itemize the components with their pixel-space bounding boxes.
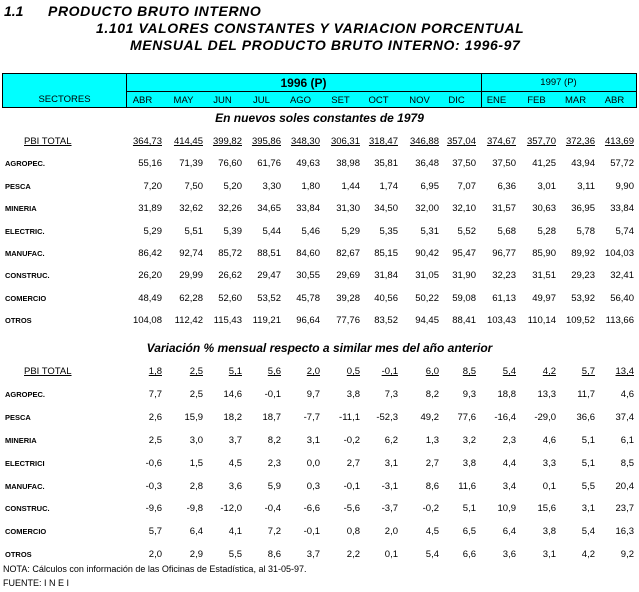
table-cell: 2,7	[346, 457, 360, 469]
year-1997-header: 1997 (P)	[540, 77, 577, 88]
table-cell: 7,50	[184, 180, 203, 192]
table-cell: 31,90	[452, 270, 476, 282]
row-label: COMERCIO	[5, 527, 47, 537]
year-1996-header: 1996 (P)	[280, 76, 327, 90]
table-cell: 31,30	[336, 203, 360, 215]
table-cell: -9,8	[186, 503, 203, 515]
table-cell: 8,6	[267, 549, 281, 561]
table-cell: 1,74	[379, 180, 398, 192]
table-cell: 3,1	[581, 503, 595, 515]
table-cell: -3,1	[381, 480, 398, 492]
row-label: ELECTRICI	[5, 458, 45, 468]
table-cell: 8,2	[425, 388, 439, 400]
table-cell: 5,29	[341, 225, 360, 237]
footnote: NOTA: Cálculos con información de las Oficinas de Estadística, al 31-05-97.	[3, 564, 307, 574]
table-header	[2, 73, 637, 108]
table-cell: 62,28	[179, 292, 203, 304]
table-cell: 2,9	[189, 549, 203, 561]
table-cell: 56,40	[610, 292, 634, 304]
row-label: CONSTRUC.	[5, 504, 50, 514]
table-cell: -9,6	[145, 503, 162, 515]
table-cell: -12,0	[220, 503, 242, 515]
row-label: OTROS	[5, 550, 32, 560]
table-cell: 8,5	[462, 366, 476, 377]
table-cell: 399,82	[212, 136, 242, 147]
table-cell: 2,5	[189, 388, 203, 400]
table-cell: 5,1	[228, 366, 242, 377]
table-cell: 5,31	[420, 225, 439, 237]
table-cell: 53,92	[571, 292, 595, 304]
table-cell: 2,7	[425, 457, 439, 469]
table-cell: 32,00	[415, 203, 439, 215]
table-cell: 5,39	[223, 225, 242, 237]
table-cell: 15,6	[537, 503, 556, 515]
table-cell: 26,62	[218, 270, 242, 282]
row-label: CONSTRUC.	[5, 271, 50, 281]
table-cell: 55,16	[138, 158, 162, 170]
table-cell: 2,0	[148, 549, 162, 561]
table-cell: 38,98	[336, 158, 360, 170]
table-cell: 5,4	[425, 549, 439, 561]
table-cell: 94,45	[415, 315, 439, 327]
month-header: MAR	[564, 95, 587, 106]
table-cell: -0,1	[303, 526, 320, 538]
row-label: MANUFAC.	[5, 249, 45, 258]
table-cell: 115,43	[213, 315, 242, 327]
table-cell: 6,95	[420, 180, 439, 192]
table-cell: 77,6	[457, 411, 476, 423]
table-cell: 43,94	[571, 158, 595, 170]
table-cell: 30,55	[296, 270, 320, 282]
table-cell: 85,72	[218, 248, 242, 259]
table-cell: 1,8	[148, 366, 162, 377]
table-cell: 4,6	[620, 388, 634, 400]
table-cell: 36,95	[571, 203, 595, 215]
table-cell: 4,1	[228, 526, 242, 538]
table-cell: 31,57	[492, 203, 516, 215]
table-cell: -29,0	[534, 411, 556, 423]
section1-title: En nuevos soles constantes de 1979	[215, 111, 424, 125]
table-cell: 2,5	[148, 434, 162, 446]
table-cell: 357,70	[526, 136, 556, 147]
month-header: ENE	[486, 95, 507, 106]
table-cell: -0,1	[343, 480, 360, 492]
table-cell: -16,4	[494, 411, 516, 423]
table-cell: 103,43	[486, 315, 516, 327]
table-cell: 7,3	[384, 388, 398, 400]
table-cell: 35,81	[374, 158, 398, 170]
table-cell: 49,97	[532, 292, 556, 304]
table-cell: 2,6	[148, 411, 162, 423]
table-cell: -0,4	[264, 503, 281, 515]
table-cell: 11,6	[458, 480, 476, 492]
table-cell: 39,28	[336, 292, 360, 304]
table-cell: 3,1	[542, 549, 556, 561]
table-cell: 84,60	[296, 248, 320, 259]
report-subtitle-2: MENSUAL DEL PRODUCTO BRUTO INTERNO: 1996-97	[130, 37, 521, 53]
table-cell: 3,30	[262, 180, 281, 192]
table-cell: -0,2	[422, 503, 439, 515]
table-cell: 2,8	[189, 480, 203, 492]
table-cell: 109,52	[565, 315, 595, 327]
table-cell: 3,3	[542, 457, 556, 469]
row-label: MINERIA	[5, 435, 37, 445]
month-header: FEB	[527, 95, 546, 106]
table-cell: 5,74	[615, 225, 634, 237]
table-cell: 0,8	[346, 526, 360, 538]
table-cell: 86,42	[138, 248, 162, 259]
table-cell: 32,41	[610, 270, 634, 282]
table-cell: 88,41	[452, 315, 476, 327]
table-cell: 23,7	[615, 503, 634, 515]
report-title: PRODUCTO BRUTO INTERNO	[48, 3, 262, 19]
table-cell: 10,9	[497, 503, 516, 515]
table-cell: 372,36	[565, 136, 595, 147]
table-cell: -52,3	[376, 411, 398, 423]
table-cell: 16,3	[615, 526, 634, 538]
table-cell: 6,4	[189, 526, 203, 538]
table-cell: 2,0	[306, 366, 320, 377]
table-cell: 5,68	[497, 225, 516, 237]
table-cell: 13,4	[615, 366, 634, 377]
table-cell: 5,1	[581, 457, 595, 469]
table-cell: 5,51	[184, 225, 203, 237]
row-label: COMERCIO	[5, 293, 47, 303]
row-label: PBI TOTAL	[24, 366, 72, 377]
table-cell: -0,3	[145, 480, 162, 492]
table-cell: 0,1	[384, 549, 398, 561]
table-cell: 83,52	[374, 315, 398, 327]
table-cell: 2,5	[189, 366, 203, 377]
table-cell: -11,1	[339, 411, 360, 423]
month-header: JUL	[253, 95, 270, 106]
table-cell: 3,2	[462, 434, 476, 446]
table-cell: 306,31	[330, 136, 360, 147]
table-cell: 413,69	[604, 136, 634, 147]
table-cell: 18,2	[223, 411, 242, 423]
table-cell: 33,84	[610, 203, 634, 215]
header-divider	[126, 91, 636, 92]
month-header: DIC	[448, 95, 465, 106]
table-cell: 3,8	[462, 457, 476, 469]
table-cell: 6,36	[497, 180, 516, 192]
table-cell: 8,5	[620, 457, 634, 469]
table-cell: 6,0	[425, 366, 439, 377]
table-cell: -5,6	[343, 503, 360, 515]
table-cell: 45,78	[296, 292, 320, 304]
month-header: AGO	[289, 95, 312, 106]
table-cell: 7,7	[148, 388, 162, 400]
table-cell: 5,28	[537, 225, 556, 237]
table-cell: 9,90	[615, 180, 634, 192]
table-cell: 85,15	[374, 248, 398, 259]
table-cell: 318,47	[368, 136, 398, 147]
table-cell: 5,1	[581, 434, 595, 446]
table-cell: 6,2	[384, 434, 398, 446]
table-cell: 5,6	[267, 366, 281, 377]
table-cell: 37,50	[492, 158, 516, 170]
table-cell: 34,50	[374, 203, 398, 215]
month-header: ABR	[132, 95, 153, 106]
row-label: ELECTRIC.	[5, 226, 45, 236]
table-cell: 88,51	[257, 248, 281, 259]
table-cell: 32,23	[492, 270, 516, 282]
table-cell: 3,6	[228, 480, 242, 492]
table-cell: 2,3	[502, 434, 516, 446]
table-cell: -6,6	[303, 503, 320, 515]
table-cell: 113,66	[605, 315, 634, 327]
table-cell: 414,45	[173, 136, 203, 147]
month-header: NOV	[409, 95, 430, 106]
table-cell: 5,4	[502, 366, 516, 377]
table-cell: 85,90	[532, 248, 556, 259]
table-cell: 3,4	[502, 480, 516, 492]
table-cell: -0,1	[264, 388, 281, 400]
month-header: MAY	[173, 95, 194, 106]
table-cell: 8,2	[267, 434, 281, 446]
table-cell: 5,7	[581, 366, 595, 377]
table-cell: 395,86	[251, 136, 281, 147]
table-cell: 1,80	[301, 180, 320, 192]
table-cell: 0,5	[346, 366, 360, 377]
table-cell: 5,20	[223, 180, 242, 192]
row-label: MINERIA	[5, 204, 37, 214]
table-cell: 29,99	[179, 270, 203, 282]
table-cell: 5,9	[267, 480, 281, 492]
table-cell: 95,47	[452, 248, 476, 259]
table-cell: 348,30	[290, 136, 320, 147]
table-cell: 96,64	[296, 315, 320, 327]
table-cell: 49,63	[296, 158, 320, 170]
table-cell: 14,6	[223, 388, 242, 400]
table-cell: 3,7	[306, 549, 320, 561]
table-cell: 4,5	[425, 526, 439, 538]
row-label: PESCA	[5, 412, 31, 422]
row-label: AGROPEC.	[5, 159, 46, 169]
table-cell: 8,6	[425, 480, 439, 492]
sectores-header: SECTORES	[38, 94, 91, 105]
table-cell: 6,4	[502, 526, 516, 538]
table-cell: 364,73	[132, 136, 162, 147]
table-cell: 374,67	[486, 136, 516, 147]
table-cell: 3,8	[542, 526, 556, 538]
table-cell: 9,2	[620, 549, 634, 561]
table-cell: 0,0	[306, 457, 320, 469]
table-cell: 31,05	[415, 270, 439, 282]
table-cell: 29,69	[336, 270, 360, 282]
table-cell: 82,67	[336, 248, 360, 259]
table-cell: 89,92	[571, 248, 595, 259]
table-cell: 7,20	[143, 180, 162, 192]
table-cell: 61,76	[257, 158, 281, 170]
table-cell: 48,49	[138, 292, 162, 304]
table-cell: 5,44	[262, 225, 281, 237]
table-cell: 7,2	[267, 526, 281, 538]
table-cell: 5,7	[148, 526, 162, 538]
table-cell: 6,6	[462, 549, 476, 561]
table-cell: 112,42	[174, 315, 203, 327]
table-cell: 1,44	[341, 180, 360, 192]
table-cell: 1,5	[189, 457, 203, 469]
table-cell: 59,08	[452, 292, 476, 304]
table-cell: 18,8	[497, 388, 516, 400]
table-cell: 5,4	[581, 526, 595, 538]
table-cell: 18,7	[262, 411, 281, 423]
table-cell: 40,56	[374, 292, 398, 304]
table-cell: 2,3	[267, 457, 281, 469]
table-cell: 3,1	[306, 434, 320, 446]
table-cell: 36,48	[415, 158, 439, 170]
table-cell: 4,4	[502, 457, 516, 469]
month-header: OCT	[368, 95, 389, 106]
table-cell: 3,01	[537, 180, 556, 192]
row-label: PESCA	[5, 181, 31, 191]
table-cell: 49,2	[420, 411, 439, 423]
source-note: FUENTE: I N E I	[3, 578, 70, 588]
table-cell: 29,23	[571, 270, 595, 282]
table-cell: 5,5	[228, 549, 242, 561]
table-cell: 5,35	[379, 225, 398, 237]
section2-title: Variación % mensual respecto a similar mes del año anterior	[146, 341, 493, 355]
table-cell: 2,0	[384, 526, 398, 538]
table-cell: 0,1	[542, 480, 556, 492]
row-label: PBI TOTAL	[24, 136, 72, 147]
table-cell: 32,10	[452, 203, 476, 215]
table-cell: 3,8	[346, 388, 360, 400]
table-cell: 6,1	[620, 434, 634, 446]
table-cell: 71,39	[179, 158, 203, 170]
table-cell: 31,89	[138, 203, 162, 215]
row-label: OTROS	[5, 316, 32, 326]
month-header: ABR	[604, 95, 625, 106]
table-cell: 5,5	[581, 480, 595, 492]
table-cell: -3,7	[381, 503, 398, 515]
table-cell: -7,7	[303, 411, 320, 423]
table-cell: 20,4	[615, 480, 634, 492]
month-header: JUN	[213, 95, 232, 106]
row-label: AGROPEC.	[5, 389, 46, 399]
table-cell: 37,50	[452, 158, 476, 170]
table-cell: 33,84	[296, 203, 320, 215]
table-cell: 34,65	[257, 203, 281, 215]
table-cell: 77,76	[336, 315, 360, 327]
table-cell: -0,6	[145, 457, 162, 469]
table-cell: 26,20	[138, 270, 162, 282]
table-cell: 57,72	[610, 158, 634, 170]
table-cell: 0,3	[306, 480, 320, 492]
table-cell: 4,5	[228, 457, 242, 469]
table-cell: 92,74	[179, 248, 203, 259]
table-cell: 96,77	[492, 248, 516, 259]
month-header: SET	[331, 95, 350, 106]
table-cell: 3,7	[228, 434, 242, 446]
table-cell: 2,2	[346, 549, 360, 561]
table-cell: 13,3	[537, 388, 556, 400]
table-cell: 41,25	[532, 158, 556, 170]
table-cell: 104,08	[132, 315, 162, 327]
table-cell: 50,22	[415, 292, 439, 304]
section-number: 1.1	[4, 3, 24, 19]
table-cell: 3,0	[189, 434, 203, 446]
table-cell: 357,04	[446, 136, 476, 147]
table-cell: 110,14	[527, 315, 556, 327]
table-cell: 7,07	[457, 180, 476, 192]
table-cell: 31,51	[532, 270, 556, 282]
report-subtitle-1: 1.101 VALORES CONSTANTES Y VARIACION PORCENTUAL	[96, 20, 525, 36]
table-cell: 76,60	[218, 158, 242, 170]
table-cell: 4,2	[581, 549, 595, 561]
table-cell: 32,62	[179, 203, 203, 215]
table-cell: 61,13	[492, 292, 516, 304]
table-cell: -0,2	[343, 434, 360, 446]
table-cell: 11,7	[577, 388, 595, 400]
table-cell: 6,5	[462, 526, 476, 538]
table-cell: 31,84	[374, 270, 398, 282]
table-cell: 119,21	[252, 315, 281, 327]
table-cell: 37,4	[615, 411, 634, 423]
table-cell: 36,6	[576, 411, 595, 423]
table-cell: 5,1	[462, 503, 476, 515]
table-cell: 9,7	[306, 388, 320, 400]
table-cell: 5,46	[301, 225, 320, 237]
table-cell: 29,47	[257, 270, 281, 282]
table-cell: 9,3	[462, 388, 476, 400]
table-cell: 346,88	[409, 136, 439, 147]
table-cell: 4,2	[542, 366, 556, 377]
table-cell: 52,60	[218, 292, 242, 304]
table-cell: -0,1	[381, 366, 398, 377]
table-cell: 3,11	[577, 180, 595, 192]
table-cell: 32,26	[218, 203, 242, 215]
table-cell: 5,78	[576, 225, 595, 237]
table-cell: 30,63	[532, 203, 556, 215]
table-cell: 90,42	[415, 248, 439, 259]
table-cell: 15,9	[184, 411, 203, 423]
table-cell: 104,03	[604, 248, 634, 259]
table-cell: 53,52	[257, 292, 281, 304]
table-cell: 1,3	[425, 434, 439, 446]
table-cell: 5,52	[457, 225, 476, 237]
table-cell: 3,6	[502, 549, 516, 561]
row-label: MANUFAC.	[5, 481, 45, 491]
table-cell: 4,6	[542, 434, 556, 446]
table-cell: 5,29	[143, 225, 162, 237]
table-cell: 3,1	[384, 457, 398, 469]
